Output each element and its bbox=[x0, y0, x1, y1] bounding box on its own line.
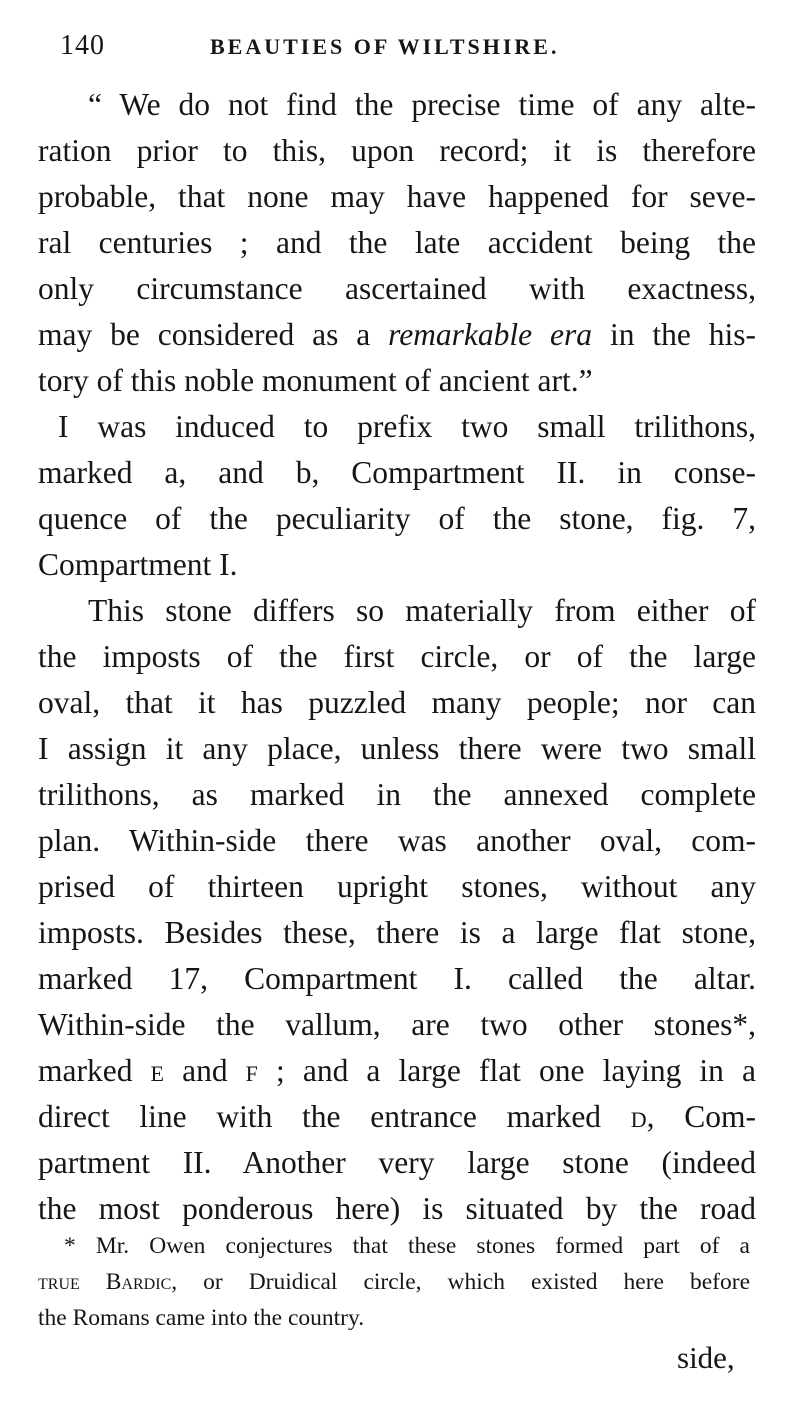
page-header bbox=[60, 30, 760, 74]
emphasis: remarkable era bbox=[388, 317, 593, 352]
footnote-emphasis: true Bardic bbox=[38, 1269, 172, 1295]
text-line: oval, that it has puzzled many people; nor can bbox=[38, 685, 756, 720]
text-line: marked a, and b, Compartment II. in conse- bbox=[38, 455, 756, 490]
text-line: “ We do not find the precise time of any alte- bbox=[88, 87, 756, 122]
text-line: probable, that none may have happened for seve- bbox=[38, 179, 756, 214]
text-line: partment II. Another very large stone (indeed bbox=[38, 1145, 756, 1180]
text-line: I was induced to prefix two small trilithons, bbox=[58, 409, 756, 444]
running-title: BEAUTIES OF WILTSHIRE. bbox=[210, 34, 560, 59]
text-line: plan. Within-side there was another oval, com- bbox=[38, 823, 756, 858]
stone-label: e bbox=[150, 1053, 164, 1088]
footnote-line: true Bardic, or Druidical circle, which existed here before bbox=[38, 1269, 750, 1295]
stone-label: d bbox=[630, 1099, 647, 1134]
text-line: I assign it any place, unless there were two small bbox=[38, 731, 756, 766]
text-line: Within-side the vallum, are two other stones*, bbox=[38, 1007, 756, 1042]
text-line: marked 17, Compartment I. called the altar. bbox=[38, 961, 756, 996]
catchword: side, bbox=[677, 1340, 735, 1375]
footnote-line: * Mr. Owen conjectures that these stones formed part of a bbox=[64, 1233, 750, 1259]
text-line: quence of the peculiarity of the stone, fig. 7, bbox=[38, 501, 756, 536]
text-line: Compartment I. bbox=[38, 547, 238, 582]
text-line: may be considered as a remarkable era in the his- bbox=[38, 317, 756, 352]
text-line: imposts. Besides these, there is a large flat stone, bbox=[38, 915, 756, 950]
text-line: tory of this noble monument of ancient art.” bbox=[38, 363, 593, 398]
stone-label: f bbox=[245, 1053, 258, 1088]
page-number: 140 bbox=[60, 30, 105, 61]
text-line: the most ponderous here) is situated by the road bbox=[38, 1191, 756, 1226]
text-line: This stone differs so materially from either of bbox=[88, 593, 756, 628]
text-line: only circumstance ascertained with exactness, bbox=[38, 271, 756, 306]
footnote-line: the Romans came into the country. bbox=[38, 1305, 365, 1331]
text-line: prised of thirteen upright stones, without any bbox=[38, 869, 756, 904]
text-line: ral centuries ; and the late accident being the bbox=[38, 225, 756, 260]
text-line: trilithons, as marked in the annexed complete bbox=[38, 777, 756, 812]
text-line: the imposts of the first circle, or of the large bbox=[38, 639, 756, 674]
text-line: ration prior to this, upon record; it is therefore bbox=[38, 133, 756, 168]
text-line: marked e and f ; and a large flat one laying in a bbox=[38, 1053, 756, 1088]
text-line: direct line with the entrance marked d, Com- bbox=[38, 1099, 756, 1134]
